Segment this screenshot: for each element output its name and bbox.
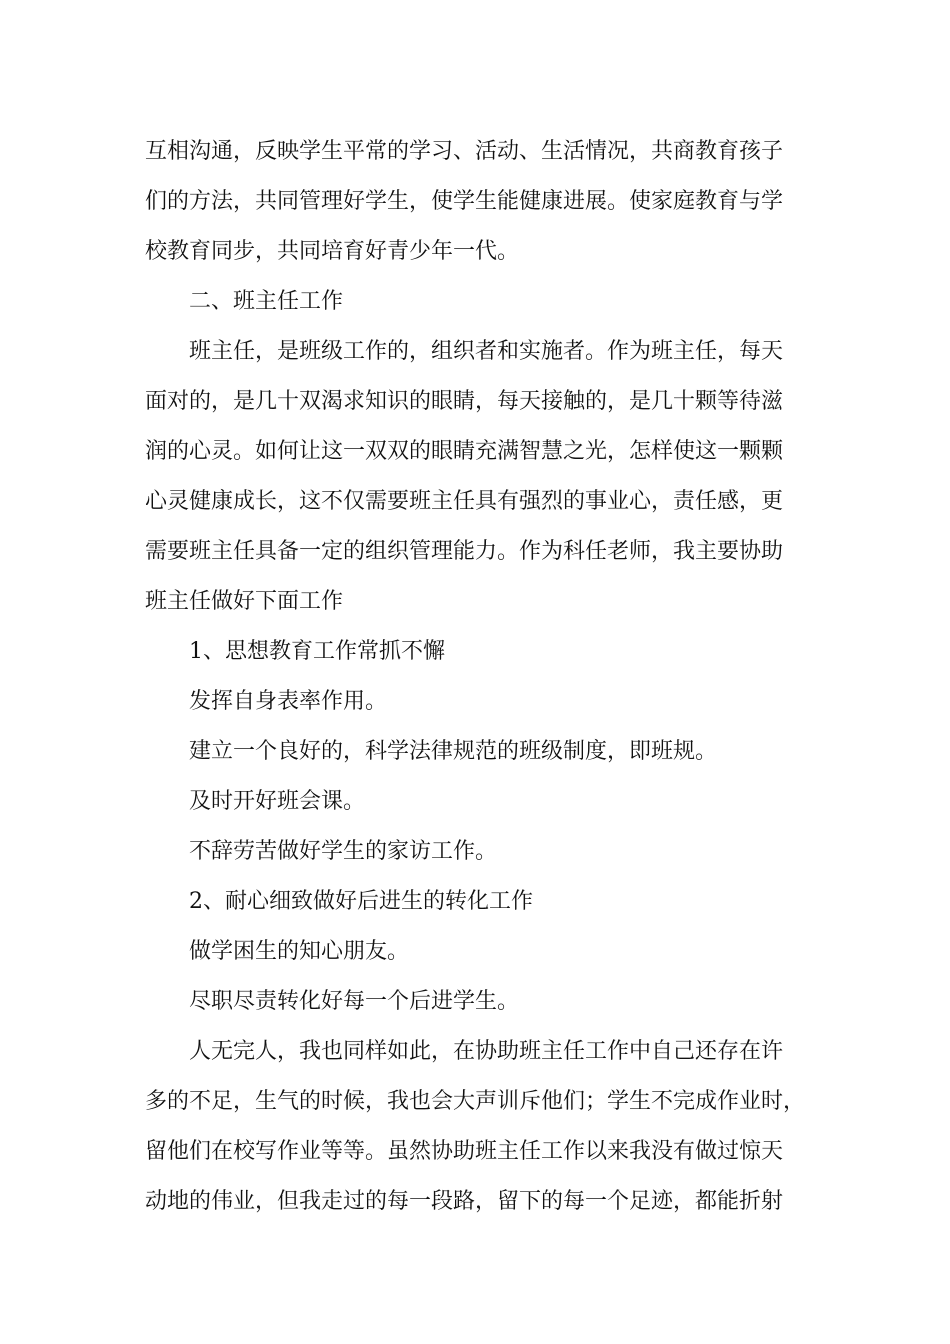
text-line: 们的方法，共同管理好学生，使学生能健康进展。使家庭教育与学	[145, 189, 784, 214]
document-body	[145, 127, 825, 1227]
text-line: 校教育同步，共同培育好青少年一代。	[145, 239, 520, 264]
subsection-heading: 1、思想教育工作常抓不懈	[189, 639, 445, 664]
text-line: 班主任，是班级工作的，组织者和实施者。作为班主任，每天	[189, 339, 784, 364]
text-line: 留他们在校写作业等等。虽然协助班主任工作以来我没有做过惊天	[145, 1139, 784, 1164]
text-line: 面对的，是几十双渴求知识的眼睛，每天接触的，是几十颗等待滋	[145, 389, 784, 414]
text-line: 做学困生的知心朋友。	[189, 939, 410, 964]
text-line: 心灵健康成长，这不仅需要班主任具有强烈的事业心，责任感，更	[145, 489, 784, 514]
text-line: 互相沟通，反映学生平常的学习、活动、生活情况，共商教育孩子	[145, 139, 784, 164]
text-line: 不辞劳苦做好学生的家访工作。	[189, 839, 498, 864]
text-line: 多的不足，生气的时候，我也会大声训斥他们；学生不完成作业时，	[145, 1089, 806, 1114]
text-line: 班主任做好下面工作	[145, 589, 344, 614]
text-line: 尽职尽责转化好每一个后进学生。	[189, 989, 520, 1014]
text-line: 建立一个良好的，科学法律规范的班级制度，即班规。	[189, 739, 718, 764]
text-line: 动地的伟业，但我走过的每一段路，留下的每一个足迹，都能折射	[145, 1189, 784, 1214]
text-line: 润的心灵。如何让这一双双的眼睛充满智慧之光，怎样使这一颗颗	[145, 439, 784, 464]
text-line: 发挥自身表率作用。	[189, 689, 388, 714]
text-line: 人无完人，我也同样如此，在协助班主任工作中自己还存在许	[189, 1039, 784, 1064]
text-line: 及时开好班会课。	[189, 789, 366, 814]
text-line: 需要班主任具备一定的组织管理能力。作为科任老师，我主要协助	[145, 539, 784, 564]
section-heading: 二、班主任工作	[189, 289, 344, 314]
subsection-heading: 2、耐心细致做好后进生的转化工作	[189, 889, 533, 914]
